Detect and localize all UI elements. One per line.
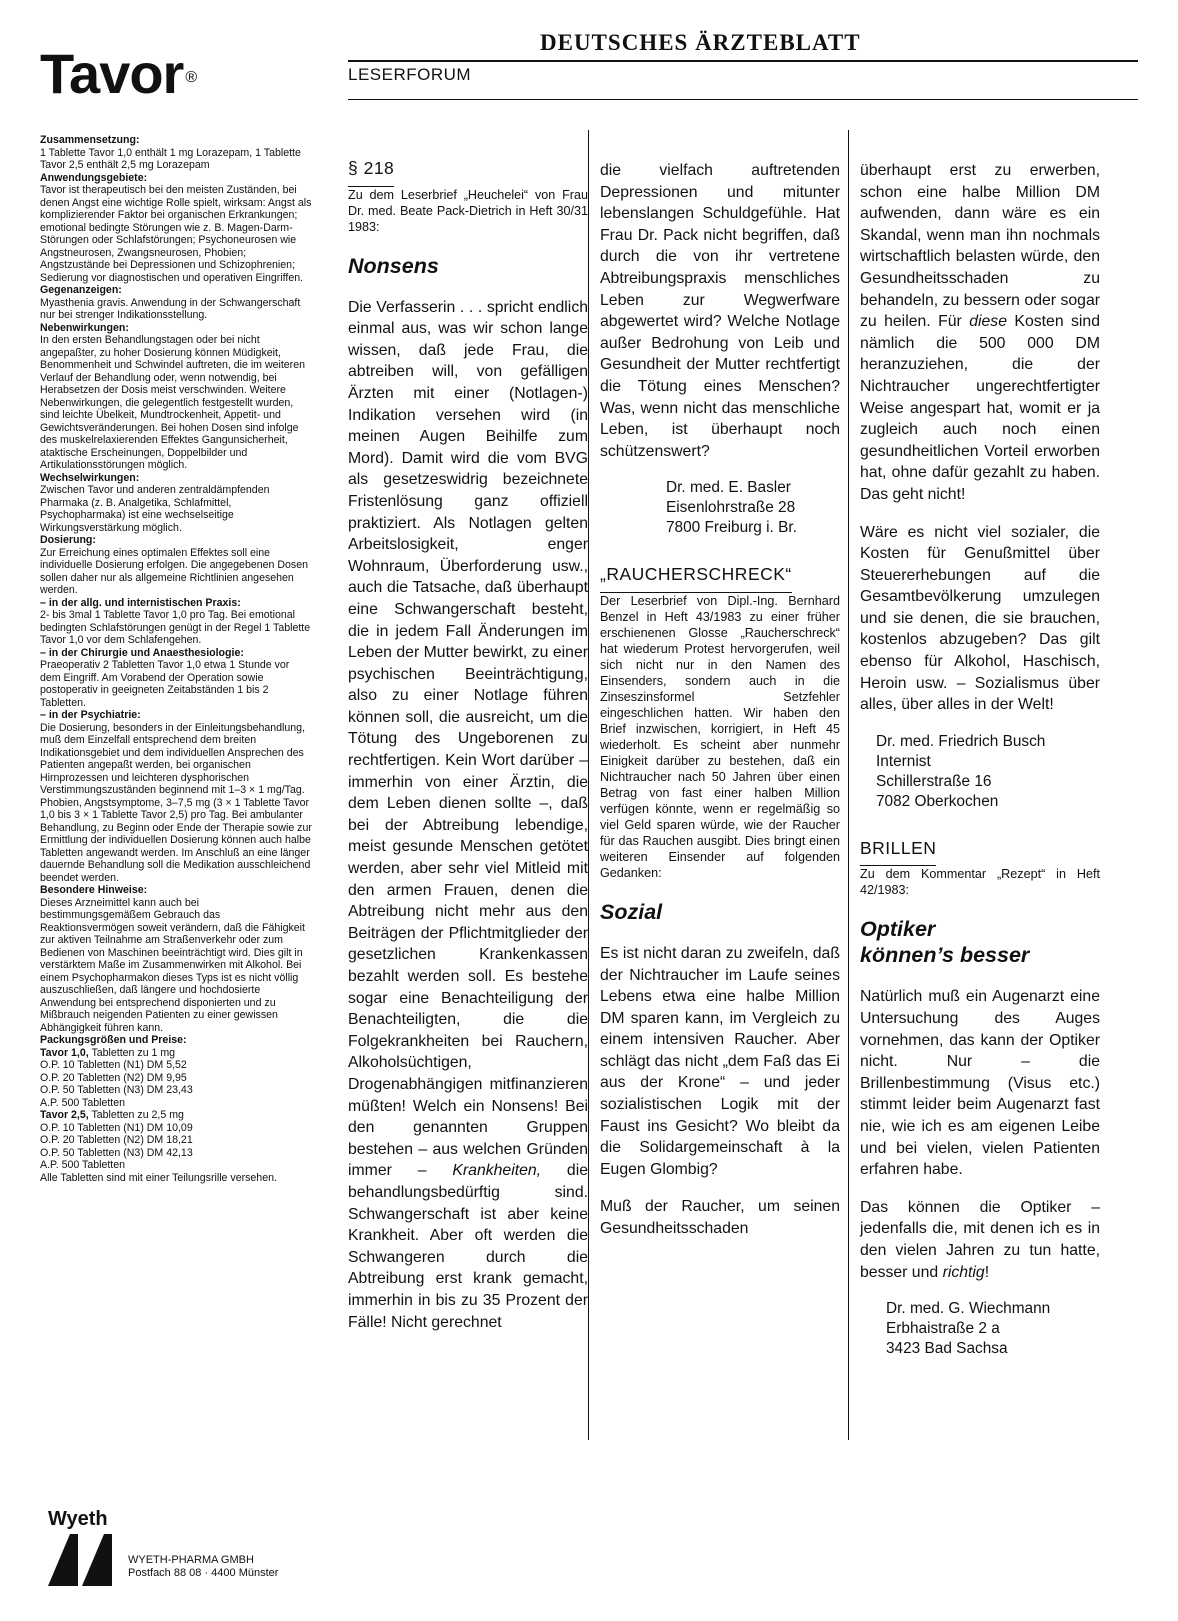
ad-block-heading: Packungsgrößen und Preise:	[40, 1034, 187, 1046]
company-line: Postfach 88 08 · 4400 Münster	[128, 1567, 279, 1579]
section-title: LESERFORUM	[348, 65, 472, 84]
headline-line: können’s besser	[860, 943, 1030, 968]
pack-row: O.P. 50 Tabletten (N3) DM 23,43	[40, 1084, 193, 1096]
ad-brand-name: Tavor	[40, 42, 184, 105]
pack-row: O.P. 20 Tabletten (N2) DM 18,21	[40, 1134, 193, 1146]
masthead-rule	[348, 60, 1138, 62]
signature-busch	[860, 732, 1100, 812]
ad-block	[40, 709, 312, 884]
letter-emphasis: Krankheiten,	[452, 1162, 542, 1180]
ad-block	[40, 172, 312, 285]
letter-body: die vielfach auftretenden Depressionen und mitunter lebenslangen Schuldgefühle. Hat Frau Dr. Pack nicht begriffen, daß durch die von ihr vertretene Abtreibungspraxis menschliches Leben zur Wegwerfware abgewertet wird? Welche Notlage außer Bedrohung von Leib und Gesundheit der Mutter rechtfertigt die Tötung eines Menschen? Was, wenn nicht das menschliche Leben, ist überhaupt noch schützenswert?	[600, 162, 840, 460]
signature-line: Dr. med. G. Wiechmann	[886, 1300, 1051, 1318]
ad-block-text: 1 Tablette Tavor 1,0 enthält 1 mg Lorazepam, 1 Tablette Tavor 2,5 enthält 2,5 mg Lorazepam	[40, 146, 301, 171]
ad-block-text: In den ersten Behandlungstagen oder bei nicht angepaßter, zu hoher Dosierung können Müdigkeit, Benommenheit und Schwindel auftreten, die im weiteren Verlauf der Behandlung oder, wenn notwendig, bei Herabsetzen der Dosis meist verschwinden. Weitere Nebenwirkungen, die gelegentlich festgestellt wurden, sind leichte Übelkeit, Mundtrockenheit, Appetit- und Gewichtsveränderungen. Bei hohen Dosen sind infolge des muskelrelaxierenden Effektes Gangunsicherheit, ataktische Erscheinungen, Doppelbilder und Artikulationsstörungen möglich.	[40, 334, 305, 471]
letter-intro: Zu dem Kommentar „Rezept“ in Heft 42/1983:	[860, 867, 1100, 898]
pack-row: O.P. 10 Tabletten (N1) DM 5,52	[40, 1059, 187, 1071]
article-column-2	[600, 160, 840, 1256]
article-column-1	[348, 158, 588, 1349]
ad-block-heading: – in der Psychiatrie:	[40, 709, 141, 721]
pack-row: O.P. 20 Tabletten (N2) DM 9,95	[40, 1071, 187, 1084]
pack-head	[40, 1109, 312, 1122]
ad-block-heading: Zusammensetzung:	[40, 134, 140, 146]
headline-sozial: Sozial	[600, 899, 663, 924]
pack-row: O.P. 50 Tabletten (N3) DM 42,13	[40, 1146, 193, 1159]
ad-block-heading: Nebenwirkungen:	[40, 321, 129, 334]
pack-sub: Tabletten zu 1 mg	[91, 1046, 176, 1059]
ad-block	[40, 597, 312, 647]
letter-text: die behandlungsbedürftig sind. Schwangerschaft ist aber keine Krankheit. Aber oft werden die Schwangeren durch die Abtreibung erst krank gemacht, immerhin in bis zu 35 Prozent der Fälle! Nicht gerechnet	[348, 1162, 588, 1331]
letter-body	[860, 1197, 1100, 1283]
ad-block-text: Zur Erreichung eines optimalen Effektes soll eine individuelle Dosierung erfolgen. Die angegebenen Dosen sollen daher nur als allgemeine Richtlinien angesehen werden.	[40, 546, 308, 596]
letter-body: Es ist nicht daran zu zweifeln, daß der Nichtraucher im Laufe seines Lebens etwa eine halbe Million DM sparen kann, im Vergleich zu einem intensiven Raucher. Aber schlägt das nicht „dem Faß das Ei aus der Krone“ – und jeder sozialistischen Logik mit der Faust ins Gesicht? Wo bleibt da die Solidargemeinschaft à la Eugen Glombig?	[600, 944, 840, 1178]
ad-block-text: Dieses Arzneimittel kann auch bei bestimmungsgemäßem Gebrauch das Reaktionsvermögen soweit verändern, daß die Fähigkeit zur aktiven Teilnahme am Straßenverkehr oder zum Bedienen von Maschinen beeinträchtigt wird. Dies gilt in verstärktem Maße im Zusammenwirken mit Alkohol. Bei einem Psychopharmakon dieses Typs ist es nicht völlig auszuschließen, daß längere und hochdosierte Anwendung bei entsprechend disponierten und zu Mißbrauch neigenden Patienten zu einer gewissen Abhängigkeit führen kann.	[40, 896, 305, 1034]
rubric-218: § 218	[348, 158, 394, 187]
letter-body: Muß der Raucher, um seinen Gesundheitsschaden	[600, 1198, 840, 1238]
signature-line: Erbhaistraße 2 a	[886, 1320, 1000, 1338]
ad-block-heading: Wechselwirkungen:	[40, 471, 140, 484]
signature-line: 7800 Freiburg i. Br.	[666, 519, 797, 537]
journal-masthead: DEUTSCHES ÄRZTEBLATT	[540, 30, 861, 55]
headline-nonsens: Nonsens	[348, 253, 439, 278]
pack-row: A.P. 500 Tabletten	[40, 1159, 126, 1171]
signature-basler	[600, 478, 840, 538]
ad-block	[40, 134, 312, 172]
pack-name: Tavor 2,5,	[40, 1109, 89, 1121]
ad-block	[40, 884, 312, 1034]
pack-row: A.P. 500 Tabletten	[40, 1096, 126, 1109]
letter-emphasis: richtig	[942, 1263, 985, 1281]
ad-block-heading: Dosierung:	[40, 534, 96, 546]
ad-block-text: Die Dosierung, besonders in der Einleitungsbehandlung, muß dem Einzelfall entsprechend dem breiten Indikationsgebiet und dem individuellen Ansprechen des Patienten angepaßt werden, bei organischen Hirnprozessen und leichteren dysphorischen Verstimmungszuständen beginnend mit 1–3 × 1 mg/Tag. Phobien, Angstsymptome, 3–7,5 mg (3 × 1 Tablette Tavor 1,0 bis 3 × 1 Tablette Tavor 2,5) pro Tag. Bei ambulanter Behandlung, zu Beginn oder Ende der Therapie sowie zur Ermittlung der individuellen Dosierung können auch halbe Tabletten angewandt werden. Im Anschluß an eine länger dauernde Behandlung soll die Medikation ausschleichend beendet werden.	[40, 721, 312, 884]
section-rule	[348, 99, 1138, 100]
ad-block	[40, 322, 312, 472]
pack-sub: Tabletten zu 2,5 mg	[91, 1109, 184, 1121]
signature-line: Schillerstraße 16	[876, 772, 992, 790]
pack-name: Tavor 1,0,	[40, 1046, 89, 1059]
pack-row: O.P. 10 Tabletten (N1) DM 10,09	[40, 1121, 193, 1134]
letter-body: Wäre es nicht viel sozialer, die Kosten für Genußmittel über Steuererhebungen auf die Gesamtbevölkerung umzulegen und sie denen, die sie brauchen, kostenlos abzugeben? Das gilt ebenso für Alkohol, Haschisch, Heroin usw. – Sozialismus über alles, über alles in der Welt!	[860, 523, 1100, 714]
letter-text: Die Verfasserin . . . spricht endlich einmal aus, was wir schon lange wissen, daß jede Frau, die abtreiben will, von gefälligen Ärzten mit einer (Notlagen-) Indikation versehen wird (in meinen Augen Beihilfe zum Mord). Damit wird die vom BVG als gesetzeswidrig bezeichnete Fristenlösung ganz offiziell praktiziert. Als Notlagen gelten Arbeitslosigkeit, enger Wohnraum, Überforderung usw., auch die Tatsache, daß überhaupt eine Schwangerschaft besteht, die in jedem Fall Änderungen im Leben der Mutter bewirkt, zu einer psychischen Beeinträchtigung, also zu einer Notlage führen können soll, die ausreicht, um die Tötung des Ungeborenen zu rechtfertigen. Kein Wort darüber – immerhin von einer Ärztin, die dem Leben dienen sollte –, daß bei der Abtreibung lebendige, meist gesunde Menschen getötet werden, aber sehr viel Mitleid mit den armen Frauen, denen die Abtreibung nicht mehr aus den Beiträgen der Pflichtmitglieder der gesetzlichen Krankenkassen bezahlt werden soll. Es bestehe sogar eine Benachteiligung der Benachteiligten, die die Folgekrankheiten bei Rauchern, Alkoholsüchtigen, Drogenabhängigen mitfinanzieren müßten! Welch ein Nonsens! Bei den genannten Gruppen bestehen – aus welchen Gründen immer –	[348, 298, 588, 1180]
headline-line: Optiker	[860, 917, 936, 942]
letter-text: überhaupt erst zu erwerben, schon eine halbe Million DM aufwenden, dann wäre es ein Skandal, wenn man ihn nochmals wirtschaftlich belasten würde, den Gesundheitsschaden zu behandeln, zu bessern oder sogar zu heilen. Für	[860, 162, 1100, 331]
ad-block	[40, 647, 312, 710]
letter-text: !	[984, 1263, 990, 1281]
ad-block	[40, 284, 312, 322]
ad-body	[40, 134, 312, 1184]
letter-text: Kosten sind nämlich die 500 000 DM heranzuziehen, die der Nichtraucher ungerechtfertigter Weise angespart hat, womit er ja zugleich auch noch einen gesundheitlichen Vorteil erworben hat, ohne dafür gezahlt zu haben. Das geht nicht!	[860, 313, 1101, 503]
ad-block-heading: – in der allg. und internistischen Praxis:	[40, 596, 241, 609]
signature-line: Eisenlohrstraße 28	[666, 499, 796, 517]
ad-block-heading: Gegenanzeigen:	[40, 284, 122, 296]
column-divider	[848, 130, 849, 1440]
ad-block-text: Zwischen Tavor und anderen zentraldämpfenden Pharmaka (z. B. Analgetika, Schlafmittel, Psychopharmaka) ist eine wechselseitige Wirkungsverstärkung möglich.	[40, 484, 270, 534]
column-divider	[588, 130, 589, 1440]
letter-emphasis: diese	[969, 313, 1007, 331]
company-line: WYETH-PHARMA GMBH	[128, 1554, 254, 1566]
ad-block-text: Praeoperativ 2 Tabletten Tavor 1,0 etwa 1 Stunde vor dem Eingriff. Am Vorabend der Operation sowie postoperativ in geeigneten Zeitabständen 1 bis 2 Tabletten.	[40, 659, 290, 709]
article-column-3	[860, 160, 1100, 1379]
ad-block-text: Tavor ist therapeutisch bei den meisten Zuständen, bei denen Angst eine wichtige Rolle spielt, wirksam: Angst als komplizierender Faktor bei organischen Erkrankungen; emotional bedingte Störungen wie z. B. Magen-Darm-Störungen oder Schlafstörungen; Psychoneurosen wie Angstneurosen, Zwangsneurosen, Phobien; Angstzustände bei Depressionen und Schizophrenien; Sedierung vor diagnostischen und operativen Eingriffen.	[40, 184, 312, 284]
ad-block	[40, 472, 312, 535]
signature-line: Dr. med. E. Basler	[666, 479, 791, 497]
signature-line: Internist	[876, 752, 931, 770]
letter-intro: Zu dem Leserbrief „Heuchelei“ von Frau Dr. med. Beate Pack-Dietrich in Heft 30/31 1983:	[348, 187, 588, 234]
rubric-raucherschreck: „RAUCHERSCHRECK“	[600, 564, 792, 593]
pack-list	[40, 1047, 312, 1185]
wyeth-wordmark: Wyeth	[48, 1508, 108, 1530]
wyeth-logo-icon	[48, 1534, 116, 1586]
ad-block-heading: Anwendungsgebiete:	[40, 171, 148, 184]
letter-body	[860, 160, 1100, 506]
headline-optiker	[860, 916, 1100, 968]
wyeth-address	[128, 1554, 278, 1580]
letter-text: Das können die Optiker – jedenfalls die, mit denen ich es in den vielen Jahren zu tun hatte, besser und	[860, 1198, 1100, 1281]
ad-block-text: Myasthenia gravis. Anwendung in der Schwangerschaft nur bei strenger Indikationsstellung.	[40, 296, 301, 321]
registered-mark: ®	[185, 69, 197, 86]
ad-block	[40, 1034, 312, 1047]
ad-block	[40, 534, 312, 597]
signature-line: Dr. med. Friedrich Busch	[876, 732, 1046, 750]
signature-line: 3423 Bad Sachsa	[886, 1340, 1008, 1358]
editor-intro: Der Leserbrief von Dipl.-Ing. Bernhard Benzel in Heft 43/1983 zu einer früher erschienenen Glosse „Raucherschreck“ hat wiederum Protest hervorgerufen, weil sich nicht nur in den Namen des Einsenders, sondern auch in die Zinseszinsformel Setzfehler eingeschlichen hatten. Wir haben den Brief inzwischen, korrigiert, in Heft 45 wiederholt. Es scheint aber nunmehr Einigkeit darüber zu bestehen, daß ein Nichtraucher nach 50 Jahren über einen Betrag von fast einer halben Million verfügen könnte, wenn er regelmäßig so viel Geld sparen würde, wie der Raucher für das Rauchen ausgibt. Dies bringt einen weiteren Einsender auf folgenden Gedanken:	[600, 593, 840, 880]
pack-head	[40, 1047, 312, 1060]
wyeth-imprint	[48, 1508, 318, 1579]
ad-brand	[40, 44, 312, 104]
signature-line: 7082 Oberkochen	[876, 792, 999, 810]
letter-body	[348, 297, 588, 1334]
ad-block-text: 2- bis 3mal 1 Tablette Tavor 1,0 pro Tag. Bei emotional bedingten Schlafstörungen genügt in der Regel 1 Tablette Tavor 1,0 vor dem Schlafengehen.	[40, 609, 311, 646]
tavor-advertisement	[40, 40, 312, 1610]
letter-body: Natürlich muß ein Augenarzt eine Untersuchung des Auges vornehmen, das kann der Optiker nicht. Nur – die Brillenbestimmung (Visus etc.) stimmt leider beim Augenarzt fast nie, wie ich es am eigenen Leibe und bei vielen, vielen Patienten erfahren habe.	[860, 988, 1100, 1179]
signature-wiechmann	[860, 1299, 1100, 1359]
pack-footer-note: Alle Tabletten sind mit einer Teilungsrille versehen.	[40, 1171, 277, 1184]
ad-block-heading: Besondere Hinweise:	[40, 884, 148, 896]
rubric-brillen: BRILLEN	[860, 838, 936, 867]
ad-block-heading: – in der Chirurgie und Anaesthesiologie:	[40, 646, 244, 659]
